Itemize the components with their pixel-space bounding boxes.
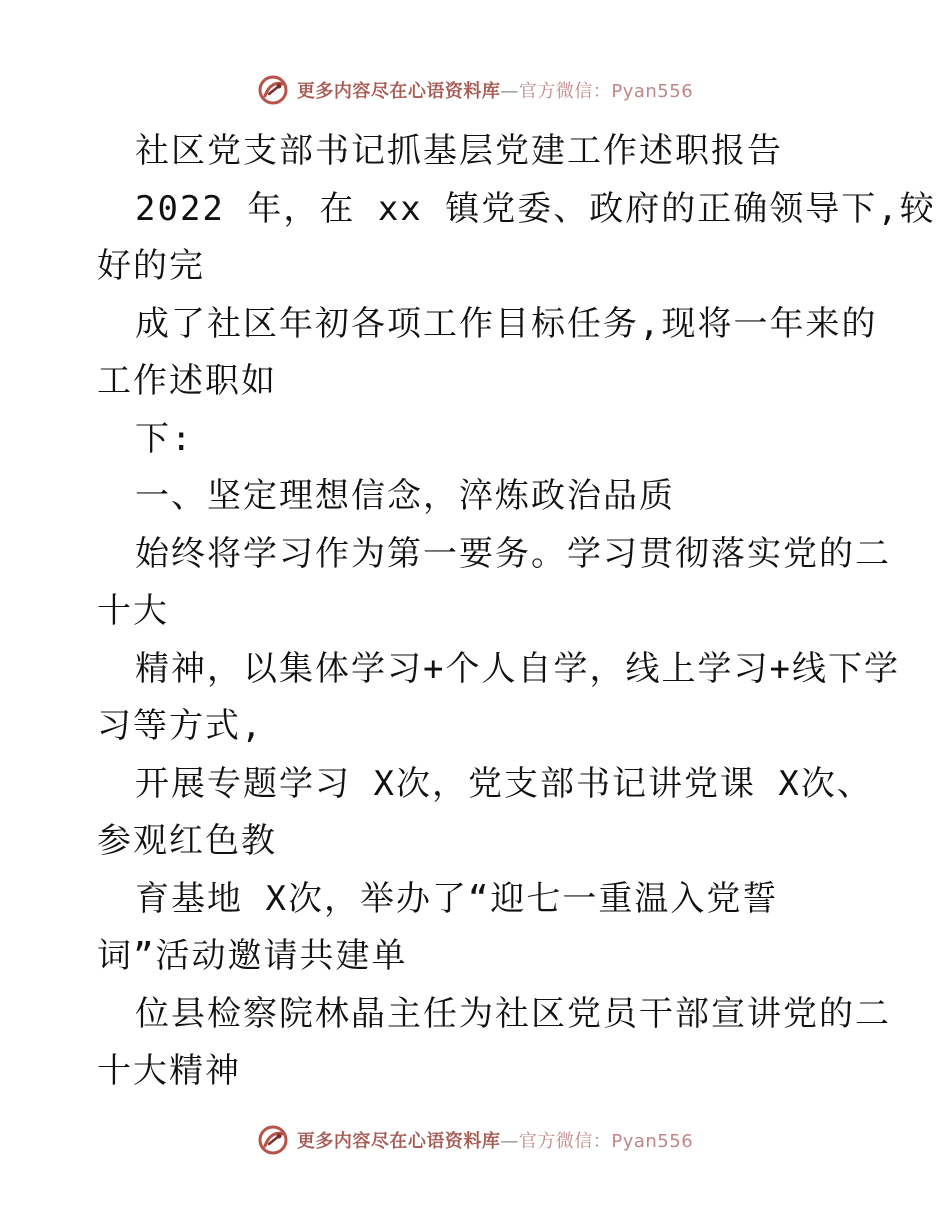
text-line: 一、坚定理想信念，淬炼政治品质 (135, 476, 675, 516)
text-line: 词”活动邀请共建单 (97, 936, 408, 976)
text-line: 位县检察院林晶主任为社区党员干部宣讲党的二 (135, 993, 891, 1034)
text-line: 育基地 X次，举办了“迎七一重温入党誓 (135, 878, 779, 919)
watermark-dash: — (500, 81, 519, 102)
text-line: 工作述职如 (97, 361, 277, 401)
watermark-wechat: 官方微信：Pyan556 (518, 1131, 694, 1152)
text-line: 参观红色教 (97, 821, 277, 861)
text-line: 成了社区年初各项工作目标任务,现将一年来的 (135, 303, 878, 344)
watermark-brand: 更多内容尽在心语资料库 (296, 1131, 501, 1152)
text-line: 2022 年，在 xx 镇党委、政府的正确领导下,较 (135, 188, 936, 229)
watermark-text (297, 1127, 693, 1153)
text-line: 始终将学习作为第一要务。学习贯彻落实党的二 (135, 533, 891, 574)
footer-watermark (0, 1120, 950, 1160)
text-line: 好的完 (97, 246, 205, 286)
header-watermark (0, 70, 950, 110)
text-line: 十大精神 (97, 1051, 241, 1091)
brand-logo-icon (257, 1124, 289, 1156)
watermark-brand: 更多内容尽在心语资料库 (296, 81, 501, 102)
text-line: 精神，以集体学习+个人自学，线上学习+线下学 (135, 648, 900, 689)
text-line: 十大 (97, 591, 169, 631)
watermark-dash: — (500, 1131, 519, 1152)
text-line: 开展专题学习 X次，党支部书记讲党课 X次、 (135, 763, 873, 804)
document-body (97, 123, 936, 1101)
watermark-text (297, 77, 693, 103)
text-line: 习等方式, (97, 706, 264, 746)
watermark-wechat: 官方微信：Pyan556 (518, 81, 694, 102)
brand-logo-icon (257, 74, 289, 106)
document-title: 社区党支部书记抓基层党建工作述职报告 (135, 131, 783, 171)
text-line: 下: (135, 418, 194, 459)
